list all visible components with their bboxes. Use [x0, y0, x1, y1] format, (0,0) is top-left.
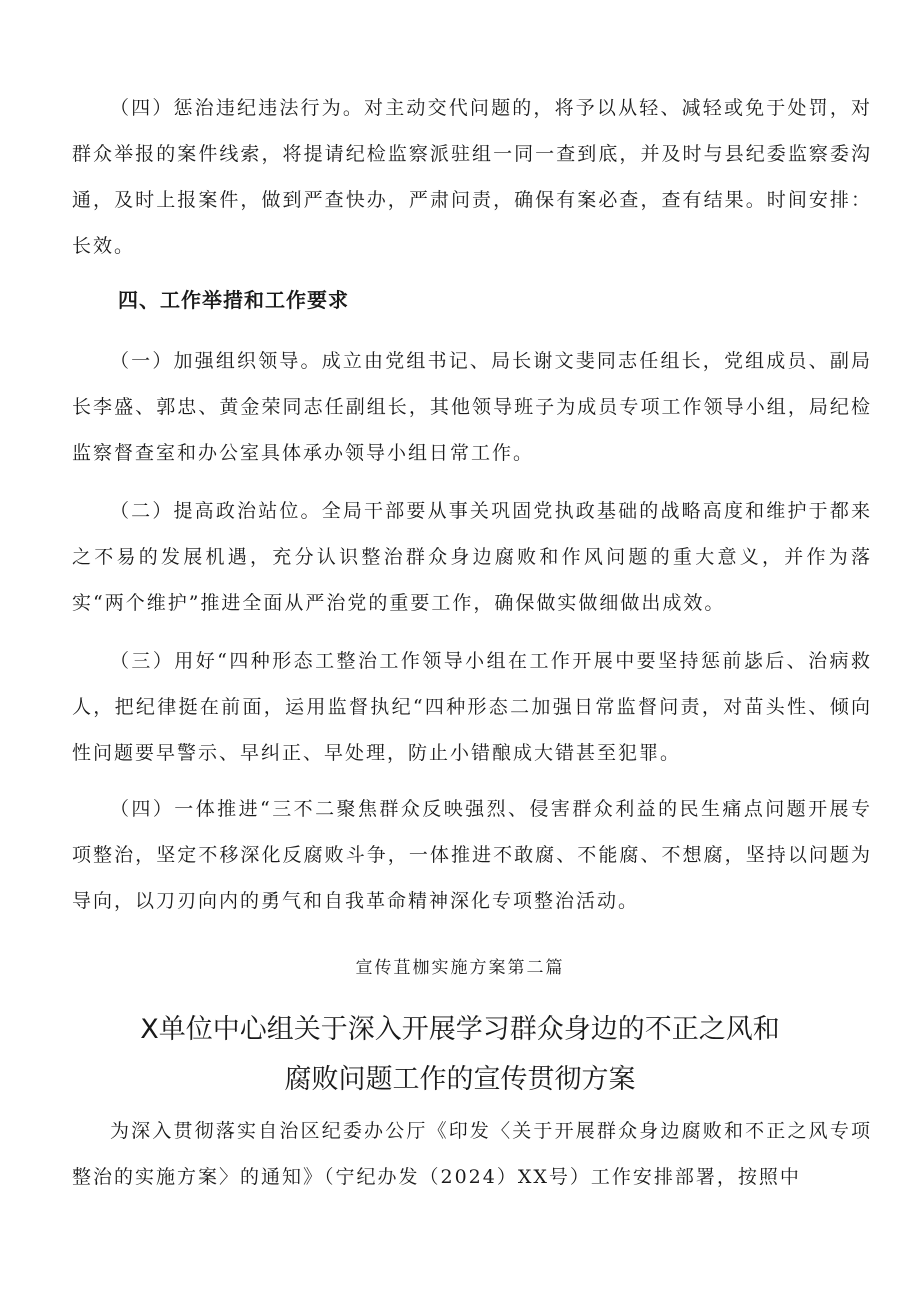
document-subtitle: 宣传苴枷实施方案第二篇	[355, 958, 565, 978]
section-heading: 四、工作举措和工作要求	[118, 288, 349, 312]
paragraph-punish-violations: （四）惩治违纪违法行为。对主动交代问题的，将予以从轻、减轻或免于处罚，对群众举报的案件线索，将提请纪检监察派驻组一同一查到底，并及时与县纪委监察委沟通，及时上报案件，做到严查快办，严肃问责，确保有案必查，查有结果。时间安排：长效。	[72, 97, 872, 257]
main-title	[80, 1005, 840, 1105]
paragraph-intro: 为深入贯彻落实自治区纪委办公厅《印发〈关于开展群众身边腐败和不正之风专项整治的实施方案〉的通知》（宁纪办发（2024）XX号）工作安排部署，按照中	[72, 1120, 872, 1188]
paragraph-organization-leadership: （一）加强组织领导。成立由党组书记、局长谢文斐同志任组长，党组成员、副局长李盛、郭忠、黄金荣同志任副组长，其他领导班子为成员专项工作领导小组，局纪检监察督查室和办公室具体承办领导小组日常工作。	[72, 350, 872, 464]
main-title-line-1: X单位中心组关于深入开展学习群众身边的不正之风和	[140, 1014, 780, 1045]
paragraph-three-nots: （四）一体推进“三不二聚焦群众反映强烈、侵害群众利益的民生痛点问题开展专项整治，坚定不移深化反腐败斗争，一体推进不敢腐、不能腐、不想腐，坚持以问题为导向，以刀刃向内的勇气和自我革命精神深化专项整治活动。	[72, 798, 872, 912]
paragraph-four-forms: （三）用好“四种形态工整治工作领导小组在工作开展中要坚持惩前毖后、治病救人，把纪律挺在前面，运用监督执纪“四种形态二加强日常监督问责，对苗头性、倾向性问题要早警示、早纠正、早处理，防止小错酿成大错甚至犯罪。	[72, 650, 872, 764]
paragraph-political-stance: （二）提高政治站位。全局干部要从事关巩固党执政基础的战略高度和维护于都来之不易的发展机遇，充分认识整治群众身边腐败和作风问题的重大意义，并作为落实“两个维护”推进全面从严治党的重要工作，确保做实做细做出成效。	[72, 500, 872, 614]
main-title-line-2: 腐败问题工作的宣传贯彻方案	[284, 1064, 636, 1095]
